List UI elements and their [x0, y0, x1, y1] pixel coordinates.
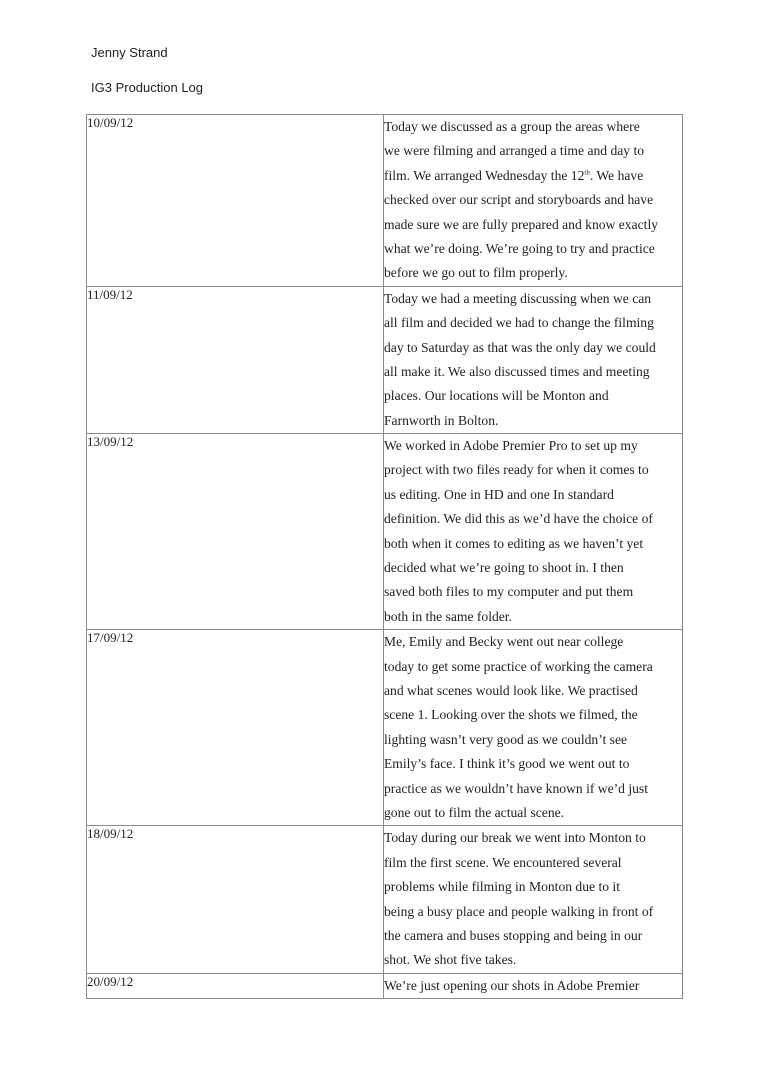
entry-date: 13/09/12: [87, 434, 384, 630]
entry-text: [384, 286, 683, 433]
entry-line: Emily’s face. I think it’s good we went out to: [384, 756, 630, 772]
entry-line: Farnworth in Bolton.: [384, 412, 499, 428]
entry-line: Today we had a meeting discussing when we can: [384, 290, 652, 306]
table-row: [87, 973, 683, 998]
entry-line: what we’re doing. We’re going to try and practice: [384, 240, 655, 256]
production-log-table: [86, 114, 683, 999]
entry-line: day to Saturday as that was the only day we could: [384, 339, 656, 355]
entry-text: [384, 434, 683, 630]
entry-text: [384, 826, 683, 973]
entry-line: being a busy place and people walking in front of: [384, 903, 654, 919]
entry-line: [384, 164, 682, 188]
entry-line: project with two files ready for when it comes to: [384, 462, 649, 478]
entry-line: scene 1. Looking over the shots we filmed, the: [384, 707, 638, 723]
table-row: [87, 434, 683, 630]
entry-line: and what scenes would look like. We practised: [384, 682, 638, 698]
entry-line: We worked in Adobe Premier Pro to set up my: [384, 438, 638, 454]
entry-date: 11/09/12: [87, 286, 384, 433]
table-row: [87, 115, 683, 287]
ordinal-suffix: th: [584, 168, 590, 177]
entry-line-text: film. We arranged Wednesday the 12: [384, 167, 585, 183]
entry-line: checked over our script and storyboards and have: [384, 192, 654, 208]
entry-line: made sure we are fully prepared and know exactly: [384, 216, 659, 232]
entry-line: shot. We shot five takes.: [384, 952, 517, 968]
entry-text: [384, 630, 683, 826]
entry-line: we were filming and arranged a time and day to: [384, 143, 645, 159]
entry-line: Me, Emily and Becky went out near college: [384, 634, 624, 650]
entry-date: 17/09/12: [87, 630, 384, 826]
entry-date: 10/09/12: [87, 115, 384, 287]
entry-line: lighting wasn’t very good as we couldn’t see: [384, 731, 628, 747]
entry-line: saved both files to my computer and put them: [384, 584, 634, 600]
entry-line: film the first scene. We encountered several: [384, 854, 622, 870]
document-title: IG3 Production Log: [91, 80, 204, 95]
entry-line-text: . We have: [589, 167, 644, 183]
entry-text: [384, 973, 683, 998]
entry-line: definition. We did this as we’d have the choice of: [384, 511, 653, 527]
entry-line: today to get some practice of working the camera: [384, 658, 653, 674]
table-row: [87, 630, 683, 826]
table-row: [87, 826, 683, 973]
entry-line: problems while filming in Monton due to it: [384, 879, 620, 895]
entry-line: We’re just opening our shots in Adobe Premier: [384, 977, 640, 993]
entry-line: practice as we wouldn’t have known if we’d just: [384, 780, 648, 796]
table-row: [87, 286, 683, 433]
entry-line: both when it comes to editing as we haven’t yet: [384, 535, 644, 551]
entry-line: all film and decided we had to change the filming: [384, 315, 654, 331]
entry-line: the camera and buses stopping and being in our: [384, 927, 643, 943]
entry-line: gone out to film the actual scene.: [384, 804, 565, 820]
author-name: Jenny Strand: [91, 45, 168, 60]
entry-line: all make it. We also discussed times and meeting: [384, 363, 650, 379]
entry-line: us editing. One in HD and one In standard: [384, 486, 614, 502]
entry-date: 20/09/12: [87, 973, 384, 998]
entry-line: Today during our break we went into Monton to: [384, 830, 646, 846]
entry-line: decided what we’re going to shoot in. I then: [384, 560, 624, 576]
entry-date: 18/09/12: [87, 826, 384, 973]
entry-line: before we go out to film properly.: [384, 265, 568, 281]
entry-line: both in the same folder.: [384, 608, 512, 624]
entry-text: [384, 115, 683, 287]
entry-line: Today we discussed as a group the areas where: [384, 119, 640, 134]
entry-line: places. Our locations will be Monton and: [384, 388, 609, 404]
